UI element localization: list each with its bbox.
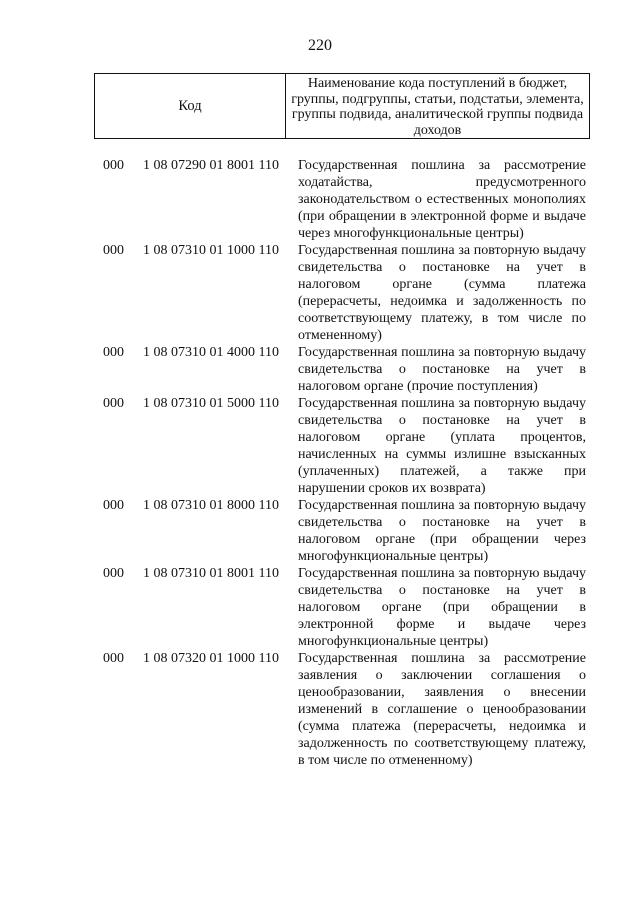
- table-row: [0, 497, 640, 565]
- table-row: [0, 242, 640, 344]
- row-admin-code: 000: [103, 345, 124, 360]
- header-code-label: Код: [95, 74, 286, 138]
- row-admin-code: 000: [103, 651, 124, 666]
- table-row: [0, 565, 640, 650]
- row-budget-code: 1 08 07310 01 5000 110: [143, 396, 279, 411]
- row-description: Государственная пошлина за повторную выдачу свидетельства о постановке на учет в налоговом органе (сумма платежа (перерасчеты, недоимка и задолженность по соответствующему платежу, в том числе по отмененному): [298, 243, 586, 343]
- row-description: Государственная пошлина за повторную выдачу свидетельства о постановке на учет в налоговом органе (уплата процентов, начисленных на суммы излишне взысканных (уплаченных) платежей, а также при нарушении сроков их возврата): [298, 396, 586, 496]
- row-description: Государственная пошлина за повторную выдачу свидетельства о постановке на учет в налоговом органе (при обращении в электронной форме и выдаче через многофункциональные центры): [298, 566, 586, 649]
- row-admin-code: 000: [103, 498, 124, 513]
- page-number: 220: [308, 37, 332, 54]
- row-description: Государственная пошлина за повторную выдачу свидетельства о постановке на учет в налоговом органе (прочие поступления): [298, 345, 586, 394]
- row-admin-code: 000: [103, 158, 124, 173]
- table-header: [94, 73, 590, 139]
- row-budget-code: 1 08 07310 01 4000 110: [143, 345, 279, 360]
- table-body: [0, 157, 640, 769]
- table-row: [0, 395, 640, 497]
- row-budget-code: 1 08 07310 01 1000 110: [143, 243, 279, 258]
- row-budget-code: 1 08 07310 01 8001 110: [143, 566, 279, 581]
- row-description: Государственная пошлина за рассмотрение ходатайства, предусмотренного законодательством о естественных монополиях (при обращении в электронной форме и выдаче через многофункциональные центры): [298, 158, 586, 241]
- row-admin-code: 000: [103, 396, 124, 411]
- row-budget-code: 1 08 07310 01 8000 110: [143, 498, 279, 513]
- table-row: [0, 650, 640, 769]
- row-budget-code: 1 08 07290 01 8001 110: [143, 158, 279, 173]
- row-admin-code: 000: [103, 243, 124, 258]
- row-description: Государственная пошлина за повторную выдачу свидетельства о постановке на учет в налоговом органе (при обращении через многофункциональные центры): [298, 498, 586, 564]
- row-admin-code: 000: [103, 566, 124, 581]
- table-row: [0, 344, 640, 395]
- header-name-label: Наименование кода поступлений в бюджет, группы, подгруппы, статьи, подстатьи, элемента, группы подвида, аналитической группы подвида доходов: [291, 76, 584, 138]
- row-budget-code: 1 08 07320 01 1000 110: [143, 651, 279, 666]
- row-description: Государственная пошлина за рассмотрение заявления о заключении соглашения о ценообразовании, заявления о внесении изменений в соглашение о ценообразовании (сумма платежа (перерасчеты, недоимка и задолженность по соответствующему платежу, в том числе по отмененному): [298, 651, 586, 768]
- table-row: [0, 157, 640, 242]
